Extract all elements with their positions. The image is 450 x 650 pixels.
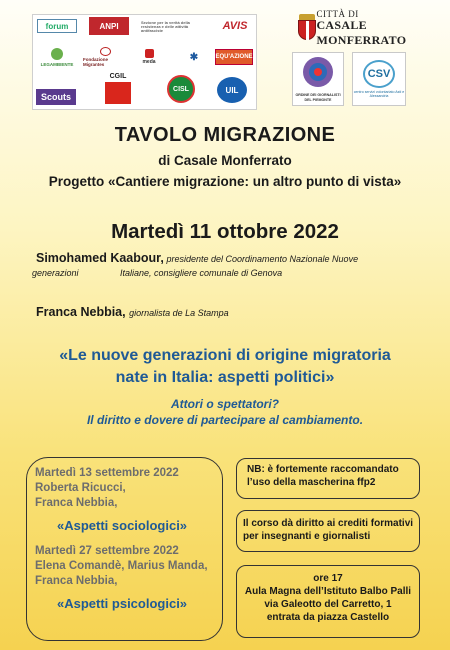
credits-notice-line2: per insegnanti e giornalisti [243, 531, 371, 542]
forum-logo: forum [37, 19, 77, 33]
meda-label: meda [142, 59, 156, 65]
meeting2-topic: «Aspetti psicologici» [57, 596, 188, 611]
csv-logo [352, 52, 406, 106]
page-title: TAVOLO MIGRAZIONE [114, 124, 336, 146]
meeting2-speaker: Franca Nebbia, [35, 575, 118, 587]
talk-title-line2: nate in Italia: aspetti politici» [115, 369, 335, 386]
venue-entrance: entrata da piazza Castello [266, 612, 390, 623]
speaker-kaabour [32, 251, 426, 279]
legambiente-icon [51, 48, 63, 60]
venue-box [236, 565, 420, 638]
talk-title-line1: «Le nuove generazioni di origine migratoria [59, 347, 391, 364]
fondazione-migrantes-logo [83, 47, 127, 67]
fondazione-label: Fondazione Migrantes [83, 57, 108, 67]
casale-line1: CITTÀ DI [316, 8, 359, 19]
cgil-label: CGIL [109, 73, 127, 80]
blue-figures-logo: ✱ [189, 51, 199, 63]
ordine-giornalisti-logo [292, 52, 344, 106]
talk-subtitle [0, 396, 450, 428]
speaker-role: giornalista de La Stampa [129, 308, 229, 318]
meda-icon [145, 49, 154, 58]
cgil-red-block [105, 82, 131, 104]
speaker-nebbia [36, 305, 229, 319]
casale-monferrato-logo [296, 8, 424, 47]
avis-logo: AVIS [222, 20, 248, 32]
scouts-logo: Scouts [36, 89, 76, 105]
project-title: Progetto «Cantiere migrazione: un altro punto di vista» [48, 174, 402, 189]
mask-notice-line2: l’uso della mascherina ffp2 [247, 477, 376, 488]
fondazione-icon [100, 47, 111, 56]
meeting1-speaker: Franca Nebbia, [35, 497, 118, 509]
anpi-section-text: Sezione per la verità della resistenza e delle attività antifasciste [141, 20, 190, 33]
legambiente-logo [37, 43, 77, 71]
talk-subtitle-line1: Attori o spettatori? [171, 397, 279, 411]
previous-meetings-box [26, 457, 223, 641]
speaker-role-cont2: Italiane, consigliere comunale di Genova [120, 268, 283, 278]
csv-mark: CSV [363, 60, 395, 88]
partner-logos-panel [32, 14, 257, 110]
page-subtitle: di Casale Monferrato [158, 153, 292, 168]
meeting1-date: Martedì 13 settembre 2022 [35, 467, 179, 479]
speaker-role-cont: generazioni [32, 268, 79, 278]
venue-place: Aula Magna dell’Istituto Balbo Palli [244, 586, 412, 597]
meeting2-speaker: Elena Comandè, Marius Manda, [35, 560, 208, 572]
meda-logo [137, 47, 161, 67]
credits-notice-box [236, 510, 420, 552]
talk-title [0, 345, 450, 389]
meeting2-date: Martedì 27 settembre 2022 [35, 545, 179, 557]
credits-notice-line1: Il corso dà diritto ai crediti formativi [243, 518, 414, 529]
speaker-name: Franca Nebbia, [36, 305, 126, 319]
anpi-logo: ANPI [89, 17, 129, 35]
meeting1-topic: «Aspetti sociologici» [57, 518, 188, 533]
event-date: Martedì 11 ottobre 2022 [111, 220, 339, 243]
mask-notice-box [236, 458, 420, 499]
uil-logo: UIL [217, 77, 247, 103]
casale-line2: CASALE MONFERRATO [316, 17, 407, 47]
csv-label: centro servizi volontariato Asti e Alessandria [353, 89, 405, 98]
ordine-emblem-icon [303, 57, 333, 87]
meeting1-speaker: Roberta Ricucci, [35, 482, 126, 494]
legambiente-label: LEGAMBIENTE [40, 61, 74, 67]
talk-subtitle-line2: Il diritto e dovere di partecipare al cambiamento. [86, 413, 364, 427]
venue-street: via Galeotto del Carretto, 1 [264, 599, 392, 610]
city-crest-icon [296, 14, 312, 42]
cgil-logo [103, 73, 133, 107]
mask-notice-line1: NB: è fortemente raccomandato [247, 464, 399, 475]
speaker-role: presidente del Coordinamento Nazionale Nuove [166, 254, 359, 264]
speaker-name: Simohamed Kaabour, [36, 251, 164, 265]
equazione-logo: EQU'AZIONE [215, 49, 253, 65]
event-time: ore 17 [313, 573, 343, 584]
ordine-label: ORDINE DEI GIORNALISTI DEL PIEMONTE [295, 93, 341, 102]
cisl-logo: CISL [167, 75, 195, 103]
